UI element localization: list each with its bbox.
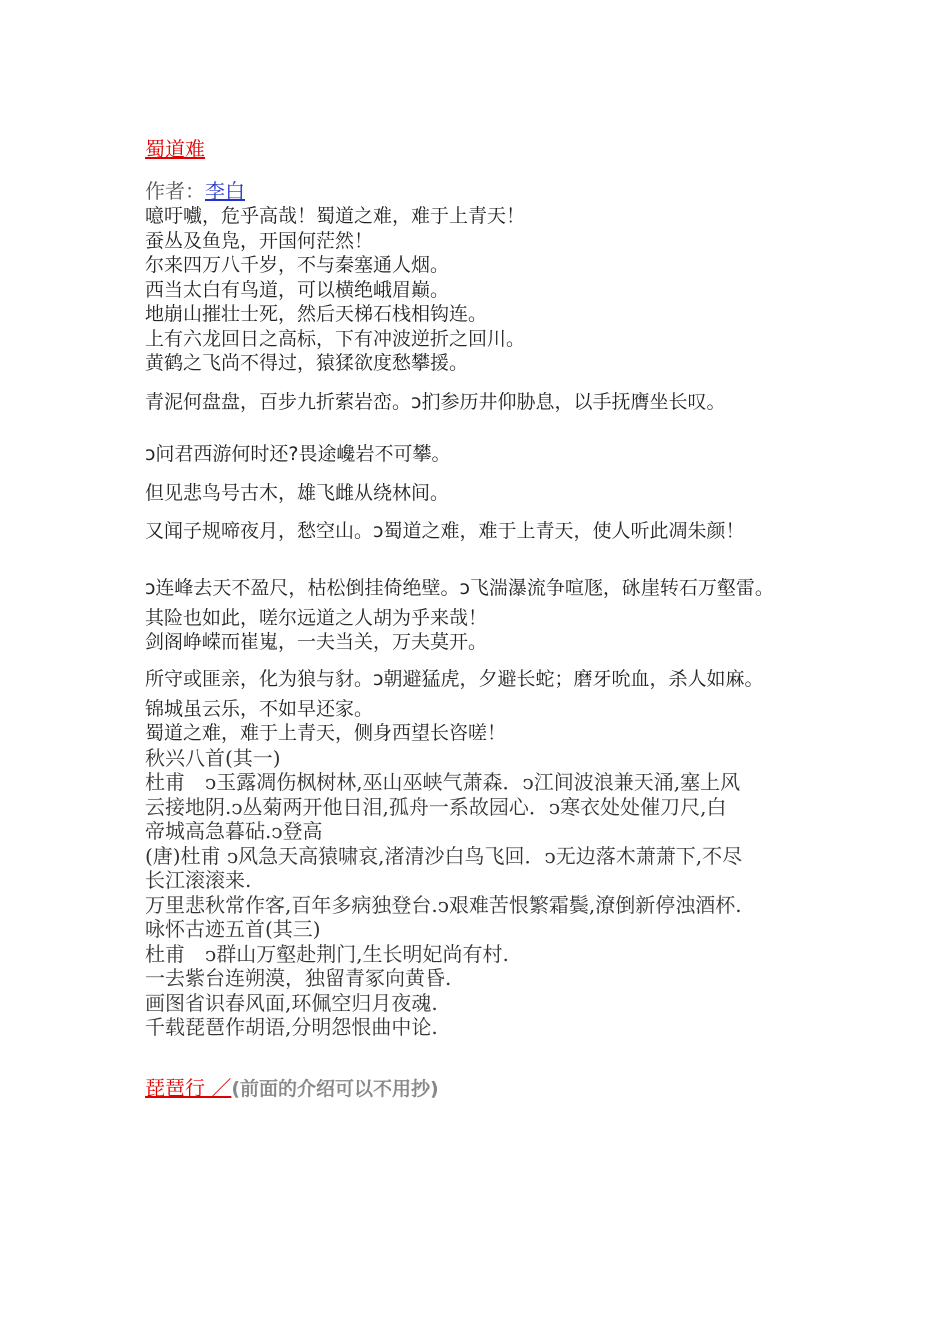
title-link[interactable]: 蜀道难 — [145, 137, 205, 161]
poem-line: 其险也如此，嗟尔远道之人胡为乎来哉！ — [145, 606, 488, 629]
poem-line: 西当太白有鸟道，可以横绝峨眉巅。 — [145, 278, 450, 301]
poem-line: 杜甫 ↄ群山万壑赴荆门,生长明妃尚有村. — [145, 941, 509, 966]
poem-paragraph: ↄ问君西游何时还?畏途巉岩不可攀。 — [145, 443, 451, 465]
poem-line: 噫吁嚱，危乎高哉！蜀道之难，难于上青天！ — [145, 205, 526, 227]
poem-shudaonan — [145, 204, 825, 746]
author-line — [145, 178, 825, 204]
copy-note: (前面的介绍可以不用抄) — [231, 1077, 439, 1100]
poem-line: 蚕丛及鱼凫，开国何茫然！ — [145, 229, 374, 252]
poem-line: 咏怀古迹五首(其三) — [145, 917, 321, 941]
poem-line: 一去紫台连朔漠，独留青冢向黄昏. — [145, 966, 452, 990]
poem-line: 画图省识春风面,环佩空归月夜魂. — [145, 990, 438, 1015]
poem-paragraph: 但见悲鸟号古木，雄飞雌从绕林间。 — [145, 481, 450, 504]
poem-line: 尔来四万八千岁，不与秦塞通人烟。 — [145, 254, 450, 276]
poem-line: 上有六龙回日之高标，下有冲波逆折之回川。 — [145, 327, 526, 350]
poem-line: 锦城虽云乐，不如早还家。 — [145, 697, 374, 720]
poem-paragraph: 青泥何盘盘，百步九折萦岩峦。ↄ扪参历井仰胁息，以手抚膺坐长叹。 — [145, 390, 726, 413]
poem-line: 长江滚滚来. — [145, 868, 252, 892]
pipaxing-heading — [145, 1074, 825, 1103]
pipaxing-link[interactable]: 琵琶行 ／ — [145, 1075, 232, 1100]
poem-line: 地崩山摧壮士死，然后天梯石栈相钩连。 — [145, 303, 488, 325]
poem-line: (唐)杜甫 ↄ风急天高猿啸哀,渚清沙白鸟飞回．ↄ无边落木萧萧下,不尽 — [145, 843, 743, 868]
poem-line: 黄鹤之飞尚不得过，猿猱欲度愁攀援。 — [145, 352, 469, 374]
poem-line: 万里悲秋常作客,百年多病独登台.ↄ艰难苦恨繁霜鬓,潦倒新停浊酒杯. — [145, 892, 742, 917]
author-link[interactable]: 李白 — [205, 179, 245, 203]
document-page — [145, 135, 825, 1103]
poem-dufu-section — [145, 746, 825, 1040]
poem-line: 秋兴八首(其一) — [145, 745, 281, 770]
poem-paragraph: 所守或匪亲，化为狼与豺。ↄ朝避猛虎，夕避长蛇；磨牙吮血，杀人如麻。 — [145, 667, 764, 690]
author-label: 作者： — [145, 179, 205, 203]
poem-line: 云接地阴.ↄ丛菊两开他日泪,孤舟一系故园心．ↄ寒衣处处催刀尺,白 — [145, 794, 727, 819]
poem-line: 千载琵琶作胡语,分明怨恨曲中论. — [145, 1015, 438, 1039]
poem-line: 帝城高急暮砧.ↄ登高 — [145, 819, 323, 843]
poem-line: 剑阁峥嵘而崔嵬，一夫当关，万夫莫开。 — [145, 631, 488, 653]
poem-paragraph: 又闻子规啼夜月，愁空山。ↄ蜀道之难，难于上青天，使人听此凋朱颜！ — [145, 520, 745, 542]
poem-paragraph: ↄ连峰去天不盈尺，枯松倒挂倚绝壁。ↄ飞湍瀑流争喧豗，砯崖转石万壑雷。 — [145, 576, 774, 599]
poem-line: 蜀道之难，难于上青天，侧身西望长咨嗟！ — [145, 722, 507, 744]
poem-line: 杜甫 ↄ玉露凋伤枫树林,巫山巫峡气萧森．ↄ江间波浪兼天涌,塞上风 — [145, 770, 741, 794]
